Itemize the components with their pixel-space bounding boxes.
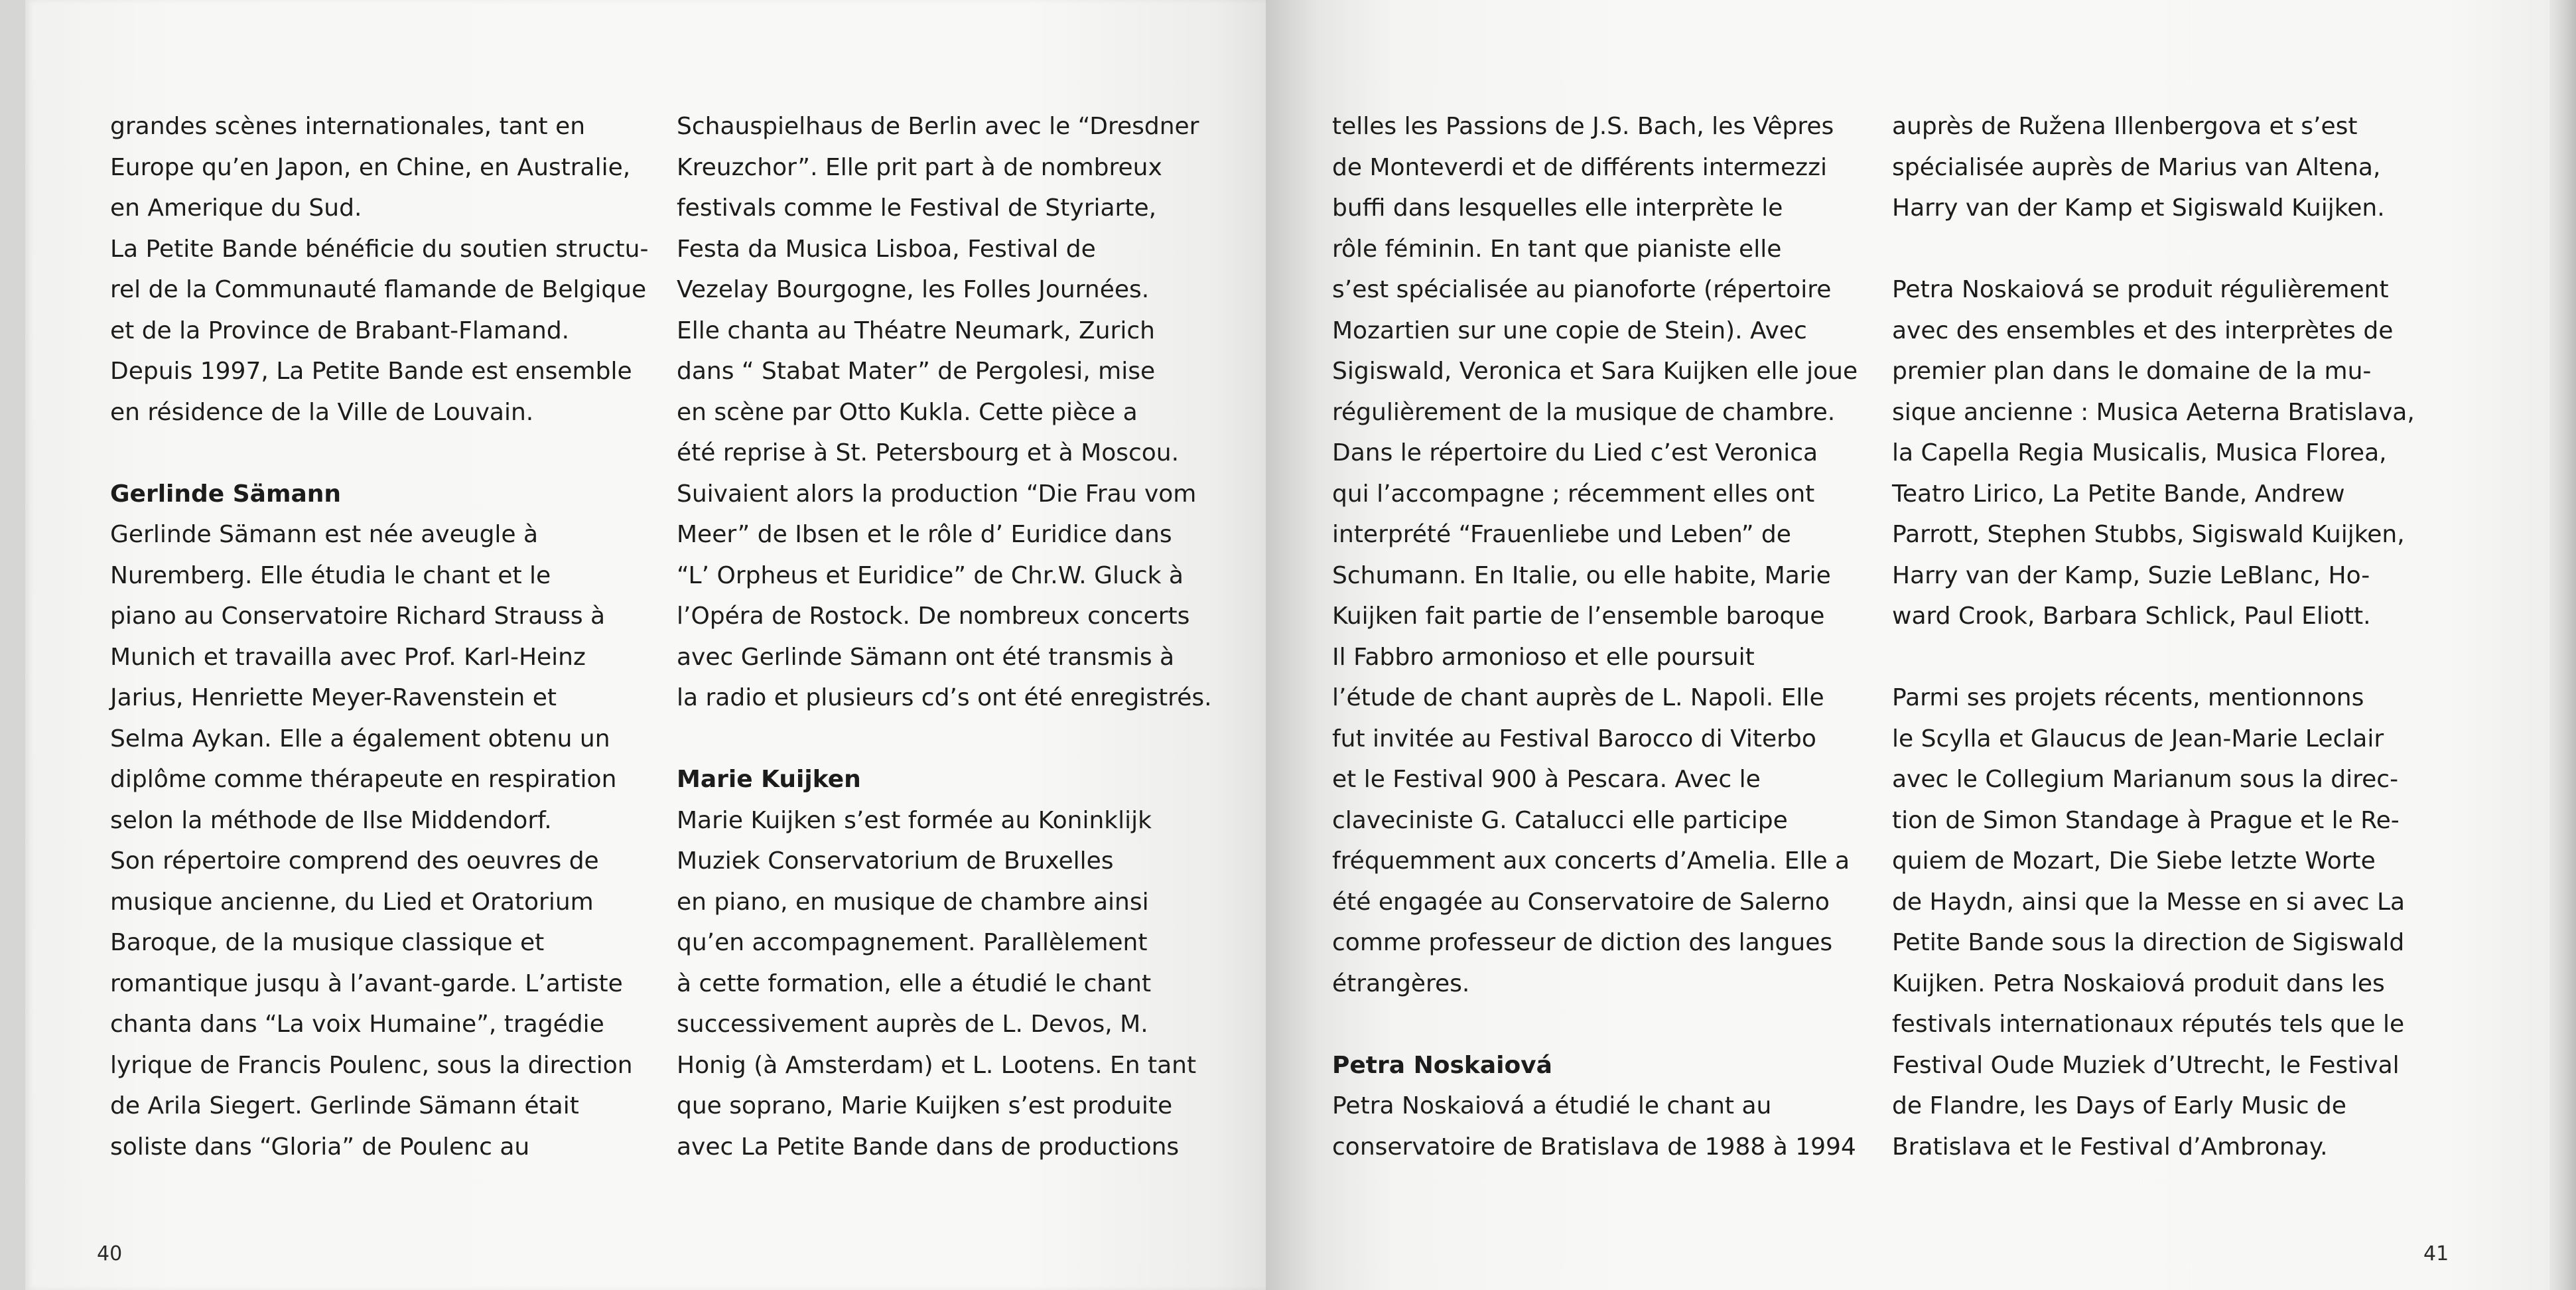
text-line: fut invitée au Festival Barocco di Viterbo xyxy=(1332,725,1816,752)
text-line: Kuijken. Petra Noskaiová produit dans les xyxy=(1892,969,2385,997)
text-line: soliste dans “Gloria” de Poulenc au xyxy=(110,1133,530,1161)
text-line: “L’ Orpheus et Euridice” de Chr.W. Gluck à xyxy=(677,561,1184,589)
text-line: Kreuzchor”. Elle prit part à de nombreux xyxy=(677,153,1162,181)
text-line: Teatro Lirico, La Petite Bande, Andrew xyxy=(1892,480,2345,508)
text-line: Suivaient alors la production “Die Frau vom xyxy=(677,480,1197,508)
text-line: festivals internationaux réputés tels que le xyxy=(1892,1011,2405,1038)
column-1 xyxy=(110,106,648,1167)
text-line: premier plan dans le domaine de la mu- xyxy=(1892,358,2372,385)
text-line: la radio et plusieurs cd’s ont été enregistrés. xyxy=(677,684,1212,711)
text-line: romantique jusqu à l’avant-garde. L’artiste xyxy=(110,969,623,997)
text-line: sique ancienne : Musica Aeterna Bratislava, xyxy=(1892,398,2415,426)
text-line: Elle chanta au Théatre Neumark, Zurich xyxy=(677,317,1155,344)
text-line: Kuijken fait partie de l’ensemble baroque xyxy=(1332,603,1825,630)
text-line: Parrott, Stephen Stubbs, Sigiswald Kuijken, xyxy=(1892,521,2405,548)
text-line: et le Festival 900 à Pescara. Avec le xyxy=(1332,766,1761,793)
text-line: spécialisée auprès de Marius van Altena, xyxy=(1892,153,2381,181)
text-line: s’est spécialisée au pianoforte (répertoire xyxy=(1332,276,1832,303)
text-line: ward Crook, Barbara Schlick, Paul Eliott. xyxy=(1892,603,2371,630)
text-line: Dans le répertoire du Lied c’est Veronica xyxy=(1332,439,1818,466)
text-line: Jarius, Henriette Meyer-Ravenstein et xyxy=(110,684,557,711)
text-line: été reprise à St. Petersbourg et à Moscou. xyxy=(677,439,1180,466)
text-line: la Capella Regia Musicalis, Musica Florea, xyxy=(1892,439,2387,466)
text-line: de Flandre, les Days of Early Music de xyxy=(1892,1092,2346,1119)
page-edge xyxy=(2549,0,2576,1290)
text-line: Selma Aykan. Elle a également obtenu un xyxy=(110,725,610,752)
text-line: Schauspielhaus de Berlin avec le “Dresdner xyxy=(677,113,1199,140)
text-line: grandes scènes internationales, tant en xyxy=(110,113,586,140)
text-line: auprès de Ružena Illenbergova et s’est xyxy=(1892,113,2358,140)
text-line: Sigiswald, Veronica et Sara Kuijken elle joue xyxy=(1332,358,1858,385)
text-line: l’Opéra de Rostock. De nombreux concerts xyxy=(677,603,1190,630)
text-line: Europe qu’en Japon, en Chine, en Australie, xyxy=(110,153,631,181)
text-line: rel de la Communauté flamande de Belgique xyxy=(110,276,647,303)
section-heading: Petra Noskaiová xyxy=(1332,1051,1552,1079)
text-line: avec le Collegium Marianum sous la direc- xyxy=(1892,766,2399,793)
text-line: diplôme comme thérapeute en respiration xyxy=(110,766,617,793)
text-line: en résidence de la Ville de Louvain. xyxy=(110,398,534,426)
text-line: Harry van der Kamp et Sigiswald Kuijken. xyxy=(1892,194,2385,222)
text-line: chanta dans “La voix Humaine”, tragédie xyxy=(110,1011,604,1038)
text-line: conservatoire de Bratislava de 1988 à 1994 xyxy=(1332,1133,1856,1161)
text-line: Bratislava et le Festival d’Ambronay. xyxy=(1892,1133,2328,1161)
text-line: buffi dans lesquelles elle interprète le xyxy=(1332,194,1783,222)
text-line: Petite Bande sous la direction de Sigiswald xyxy=(1892,929,2405,956)
text-line: fréquemment aux concerts d’Amelia. Elle a xyxy=(1332,847,1850,875)
text-line: claveciniste G. Catalucci elle participe xyxy=(1332,806,1788,834)
text-line: Mozartien sur une copie de Stein). Avec xyxy=(1332,317,1807,344)
text-line: successivement auprès de L. Devos, M. xyxy=(677,1011,1148,1038)
text-line: Festival Oude Muziek d’Utrecht, le Festival xyxy=(1892,1051,2400,1079)
text-line: Muziek Conservatorium de Bruxelles xyxy=(677,847,1114,875)
text-line: en piano, en musique de chambre ainsi xyxy=(677,888,1149,916)
text-line: à cette formation, elle a étudié le chant xyxy=(677,969,1152,997)
text-line: Munich et travailla avec Prof. Karl-Heinz xyxy=(110,643,586,671)
text-line: Depuis 1997, La Petite Bande est ensemble xyxy=(110,358,632,385)
section-heading: Marie Kuijken xyxy=(677,766,861,793)
text-line: Il Fabbro armonioso et elle poursuit xyxy=(1332,643,1755,671)
text-line: avec des ensembles et des interprètes de xyxy=(1892,317,2394,344)
text-line: Vezelay Bourgogne, les Folles Journées. xyxy=(677,276,1150,303)
text-line: interprété “Frauenliebe und Leben” de xyxy=(1332,521,1791,548)
left-page xyxy=(25,0,1266,1290)
page-number-right: 41 xyxy=(2423,1242,2449,1265)
text-line: en scène par Otto Kukla. Cette pièce a xyxy=(677,398,1138,426)
text-line: Baroque, de la musique classique et xyxy=(110,929,545,956)
text-line: piano au Conservatoire Richard Strauss à xyxy=(110,603,606,630)
column-2 xyxy=(677,106,1212,1167)
text-line: qu’en accompagnement. Parallèlement xyxy=(677,929,1148,956)
text-line: Gerlinde Sämann est née aveugle à xyxy=(110,521,539,548)
text-line: quiem de Mozart, Die Siebe letzte Worte xyxy=(1892,847,2376,875)
column-4 xyxy=(1892,106,2415,1167)
text-line: Honig (à Amsterdam) et L. Lootens. En tant xyxy=(677,1051,1197,1079)
text-line: avec Gerlinde Sämann ont été transmis à xyxy=(677,643,1175,671)
text-line: de Arila Siegert. Gerlinde Sämann était xyxy=(110,1092,579,1119)
text-line: dans “ Stabat Mater” de Pergolesi, mise xyxy=(677,358,1156,385)
text-line: avec La Petite Bande dans de productions xyxy=(677,1133,1180,1161)
text-line: lyrique de Francis Poulenc, sous la direction xyxy=(110,1051,633,1079)
text-line: rôle féminin. En tant que pianiste elle xyxy=(1332,235,1782,263)
text-line: qui l’accompagne ; récemment elles ont xyxy=(1332,480,1815,508)
text-line: Meer” de Ibsen et le rôle d’ Euridice dans xyxy=(677,521,1172,548)
text-line: Harry van der Kamp, Suzie LeBlanc, Ho- xyxy=(1892,561,2370,589)
text-line: étrangères. xyxy=(1332,969,1470,997)
text-line: été engagée au Conservatoire de Salerno xyxy=(1332,888,1830,916)
text-line: en Amerique du Sud. xyxy=(110,194,362,222)
section-heading: Gerlinde Sämann xyxy=(110,480,342,508)
text-line: de Haydn, ainsi que la Messe en si avec La xyxy=(1892,888,2406,916)
text-line: Petra Noskaiová se produit régulièrement xyxy=(1892,276,2389,303)
text-line: Nuremberg. Elle étudia le chant et le xyxy=(110,561,551,589)
text-line: que soprano, Marie Kuijken s’est produite xyxy=(677,1092,1173,1119)
text-line: de Monteverdi et de différents intermezzi xyxy=(1332,153,1828,181)
text-line: telles les Passions de J.S. Bach, les Vêpres xyxy=(1332,113,1834,140)
text-line: Son répertoire comprend des oeuvres de xyxy=(110,847,599,875)
text-line: l’étude de chant auprès de L. Napoli. Elle xyxy=(1332,684,1824,711)
text-line: et de la Province de Brabant-Flamand. xyxy=(110,317,570,344)
text-line: Schumann. En Italie, ou elle habite, Marie xyxy=(1332,561,1831,589)
text-line: comme professeur de diction des langues xyxy=(1332,929,1833,956)
text-line: Parmi ses projets récents, mentionnons xyxy=(1892,684,2364,711)
text-line: festivals comme le Festival de Styriarte, xyxy=(677,194,1157,222)
text-line: régulièrement de la musique de chambre. xyxy=(1332,398,1836,426)
text-line: Festa da Musica Lisboa, Festival de xyxy=(677,235,1096,263)
text-line: Petra Noskaiová a étudié le chant au xyxy=(1332,1092,1772,1119)
text-line: le Scylla et Glaucus de Jean-Marie Leclair xyxy=(1892,725,2384,752)
text-line: La Petite Bande bénéficie du soutien structu- xyxy=(110,235,649,263)
column-3 xyxy=(1332,106,1858,1167)
right-page xyxy=(1266,0,2549,1290)
text-line: tion de Simon Standage à Prague et le Re- xyxy=(1892,806,2400,834)
text-line: musique ancienne, du Lied et Oratorium xyxy=(110,888,594,916)
text-line: Marie Kuijken s’est formée au Koninklijk xyxy=(677,806,1152,834)
page-number-left: 40 xyxy=(97,1242,123,1265)
text-line: selon la méthode de Ilse Middendorf. xyxy=(110,806,552,834)
